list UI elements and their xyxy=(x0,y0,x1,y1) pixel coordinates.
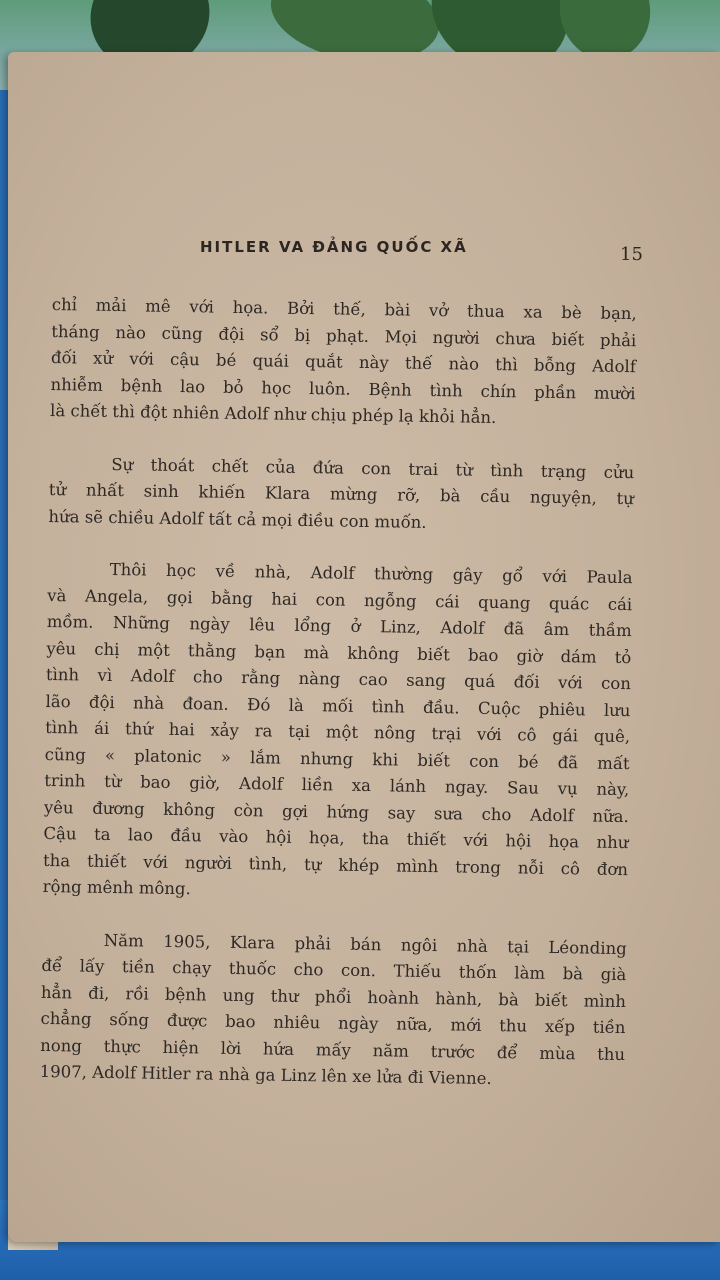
text-line: nhiễm bệnh lao bỏ học luôn. Bệnh tình chín phần mười xyxy=(50,374,636,403)
text-line: trinh từ bao giờ, Adolf liền xa lánh ngay. Sau vụ này, xyxy=(44,770,630,800)
page-number: 15 xyxy=(620,244,643,265)
text-line: rộng mênh mông. xyxy=(42,876,191,899)
paragraph xyxy=(48,450,634,539)
paragraph xyxy=(50,292,637,434)
text-line: và Angela, gọi bằng hai con ngỗng cái quang quác cái xyxy=(47,585,633,614)
text-line: Sự thoát chết của đứa con trai từ tình trạng cửu xyxy=(111,454,635,482)
running-title: HITLER VA ĐẢNG QUỐC XÃ xyxy=(200,238,468,256)
text-line: Năm 1905, Klara phải bán ngôi nhà tại Léonding xyxy=(103,930,627,958)
text-line: chỉ mải mê với họa. Bởi thế, bài vở thua xa bè bạn, xyxy=(51,294,637,324)
text-line: để lấy tiền chạy thuốc cho con. Thiếu thốn làm bà già xyxy=(41,955,627,985)
text-line: yêu đương không còn gợi hứng say sưa cho Adolf nữa. xyxy=(43,797,629,826)
text-line: lão đội nhà đoan. Đó là mối tình đầu. Cuộc phiêu lưu xyxy=(45,691,631,720)
text-line: hứa sẽ chiều Adolf tất cả mọi điều con muốn. xyxy=(48,506,427,532)
text-line: nong thực hiện lời hứa mấy năm trước để mùa thu xyxy=(40,1035,626,1064)
text-line: tha thiết với người tình, tự khép mình trong nỗi cô đơn xyxy=(42,850,629,879)
text-line: yêu chị một thằng bạn mà không biết bao giờ dám tỏ xyxy=(46,638,632,667)
text-line: chẳng sống được bao nhiêu ngày nữa, mới thu xếp tiền xyxy=(40,1008,626,1038)
body-text xyxy=(39,292,637,1121)
text-line: tháng nào cũng đội sổ bị phạt. Mọi người chưa biết phải xyxy=(51,321,637,350)
text-line: là chết thì đột nhiên Adolf như chịu phép lạ khỏi hẳn. xyxy=(49,400,497,427)
text-line: tình vì Adolf cho rằng nàng cao sang quá đối với con xyxy=(45,664,632,694)
text-line: Thôi học về nhà, Adolf thường gây gổ với Paula xyxy=(109,559,633,588)
text-line: tình ái thứ hai xảy ra tại một nông trại với cô gái quê, xyxy=(45,717,631,747)
paragraph xyxy=(40,926,627,1094)
text-line: mồm. Những ngày lêu lổng ở Linz, Adolf đã âm thầm xyxy=(46,611,632,641)
text-line: 1907, Adolf Hitler ra nhà ga Linz lên xe lửa đi Vienne. xyxy=(39,1061,492,1089)
text-line: tử nhất sinh khiến Klara mừng rỡ, bà cầu nguyện, tự xyxy=(48,479,634,509)
text-line: đối xử với cậu bé quái quắt này thế nào thì bỗng Adolf xyxy=(50,347,637,377)
text-line: Cậu ta lao đầu vào hội họa, tha thiết với hội họa như xyxy=(43,823,629,853)
paragraph xyxy=(42,556,632,910)
text-line: cũng « platonic » lắm nhưng khi biết con bé đã mất xyxy=(44,744,630,773)
text-line: hẳn đi, rồi bệnh ung thư phổi hoành hành, bà biết mình xyxy=(40,982,627,1011)
